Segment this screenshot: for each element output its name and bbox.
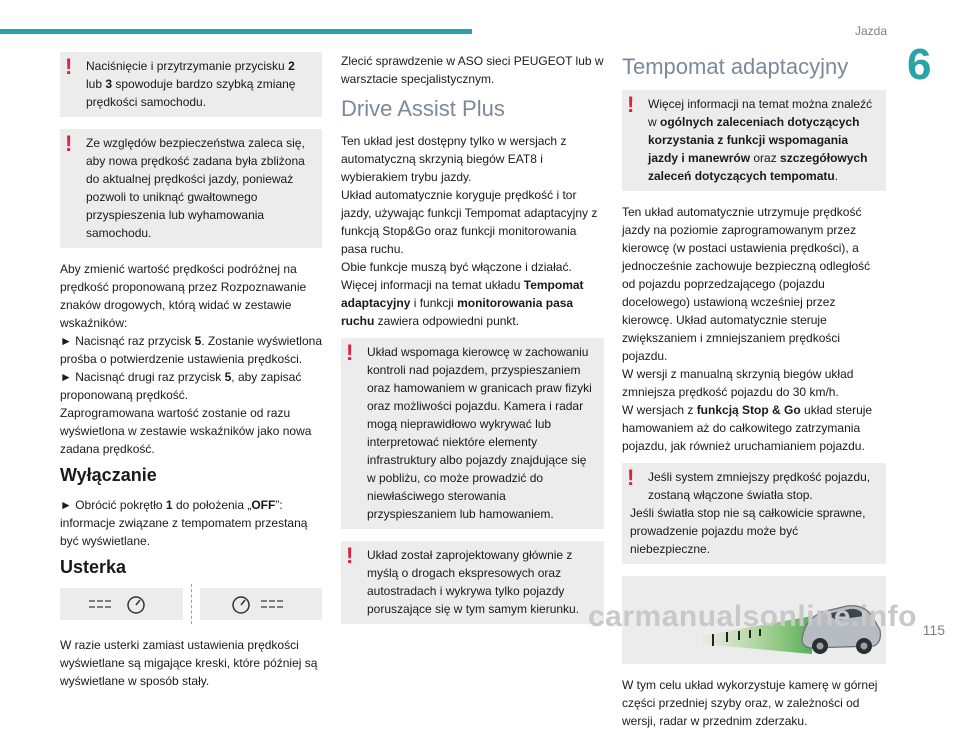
warning-note <box>622 463 886 564</box>
paragraph: W wersjach z funkcją Stop & Go układ steruje hamowaniem aż do całkowitego zatrzymania pojazdu, jak również uruchamianiem pojazdu. <box>622 403 873 453</box>
paragraph: Ten układ automatycznie utrzymuje prędkość jazdy na poziomie zaprogramowanym przez kierowcę (w postaci ustawienia prędkości), a jednocześnie zachowuje bezpieczną odległość od pojazdu poprzedzającego (pojazdu docelowego) ustawioną wcześniej przez kierowcę. Układ automatycznie steruje zwiększaniem i zmniejszaniem prędkości pojazdu. <box>622 205 871 363</box>
warning-note <box>60 52 322 117</box>
column-left <box>60 52 322 696</box>
section-title: Jazda <box>854 24 887 38</box>
warning-icon: ! <box>65 54 73 79</box>
warning-note <box>341 338 604 529</box>
paragraph: ► Obrócić pokrętło 1 do położenia „OFF”: informacje związane z tempomatem przestaną być wyświetlane. <box>60 498 308 548</box>
paragraph: W tym celu układ wykorzystuje kamerę w górnej części przedniej szyby oraz, w zależności od wersji, radar w przednim zderzaku. <box>622 678 878 728</box>
page-number: 115 <box>922 622 945 638</box>
chapter-number: 6 <box>907 40 932 89</box>
warning-note <box>622 90 886 191</box>
dashed-speedometer-icon <box>60 588 183 620</box>
note-text: Układ wspomaga kierowcę w zachowaniu kontroli nad pojazdem, przyspieszaniem oraz hamowaniem w granicach praw fizyki oraz możliwości pojazdu. Kamera i radar mogą nieprawidłowo wykrywać lub interpretować niektóre elementy infrastruktury albo pojazdy znajdujące się w pobliżu, co może prowadzić do niewłaściwego sterowania przyspieszaniem lub hamowaniem. <box>367 345 592 521</box>
paragraph: Ten układ jest dostępny tylko w wersjach z automatyczną skrzynią biegów EAT8 i wybierakiem trybu jazdy. <box>341 134 567 184</box>
column-middle <box>341 52 604 636</box>
note-text: Jeśli światła stop nie są całkowicie sprawne, prowadzenie pojazdu może być niebezpieczne. <box>630 506 866 556</box>
warning-icon: ! <box>65 131 73 156</box>
paragraph: W razie usterki zamiast ustawienia prędkości wyświetlane są migające kreski, które później są wyświetlane w sposób stały. <box>60 638 318 688</box>
watermark-text: carmanualsonline.info <box>588 600 917 633</box>
paragraph: Układ automatycznie koryguje prędkość i tor jazdy, używając funkcji Tempomat adaptacyjny z funkcją Stop&Go oraz funkcji monitorowania pasa ruchu. <box>341 188 598 256</box>
fault-illustrations <box>60 588 322 624</box>
note-text: Więcej informacji na temat można znaleźć w ogólnych zaleceniach dotyczących korzystania z funkcji wspomagania jazdy i manewrów oraz szczegółowych zaleceń dotyczących tempomatu. <box>648 97 873 183</box>
heading-off: Wyłączanie <box>60 465 157 485</box>
note-text: Jeśli system zmniejszy prędkość pojazdu, zostaną włączone światła stop. <box>648 470 871 502</box>
divider <box>191 584 192 624</box>
step: ► Nacisnąć drugi raz przycisk 5, aby zapisać proponowaną prędkość. <box>60 370 302 402</box>
warning-note <box>60 129 322 248</box>
speedometer-dashed-icon <box>200 588 323 620</box>
header-accent-bar <box>0 29 472 34</box>
warning-icon: ! <box>346 543 354 568</box>
paragraph: W wersji z manualną skrzynią biegów układ zmniejsza prędkość pojazdu do 30 km/h. <box>622 367 854 399</box>
heading-fault: Usterka <box>60 557 127 577</box>
warning-note <box>341 541 604 624</box>
note-text: Układ został zaprojektowany głównie z myślą o drogach ekspresowych oraz autostradach i wykrywa tylko pojazdy poruszające się w tym samym kierunku. <box>367 548 580 616</box>
paragraph: Więcej informacji na temat układu Tempomat adaptacyjny i funkcji monitorowania pasa ruchu zawiera odpowiedni punkt. <box>341 278 584 328</box>
heading-drive-assist: Drive Assist Plus <box>341 96 505 121</box>
note-text: Naciśnięcie i przytrzymanie przycisku 2 lub 3 spowoduje bardzo szybką zmianę prędkości samochodu. <box>86 59 296 109</box>
paragraph: Zlecić sprawdzenie w ASO sieci PEUGEOT lub w warsztacie specjalistycznym. <box>341 54 604 86</box>
step: ► Nacisnąć raz przycisk 5. Zostanie wyświetlona prośba o potwierdzenie ustawienia prędkości. <box>60 334 322 366</box>
warning-icon: ! <box>346 340 354 365</box>
paragraph: Obie funkcje muszą być włączone i działać. <box>341 260 572 274</box>
paragraph: Zaprogramowana wartość zostanie od razu wyświetlona w zestawie wskaźników jako nowa zadana prędkość. <box>60 406 312 456</box>
heading-adaptive-cruise: Tempomat adaptacyjny <box>622 54 849 79</box>
warning-icon: ! <box>627 92 635 117</box>
paragraph: Aby zmienić wartość prędkości podróżnej na prędkość proponowaną przez Rozpoznawanie znaków drogowych, którą widać w zestawie wskaźników: <box>60 262 307 330</box>
note-text: Ze względów bezpieczeństwa zaleca się, aby nowa prędkość zadana była zbliżona do aktualnej prędkości jazdy, ponieważ pozwoli to uniknąć gwałtownego przyspieszenia lub wyhamowania samochodu. <box>86 136 305 240</box>
warning-icon: ! <box>627 465 635 490</box>
